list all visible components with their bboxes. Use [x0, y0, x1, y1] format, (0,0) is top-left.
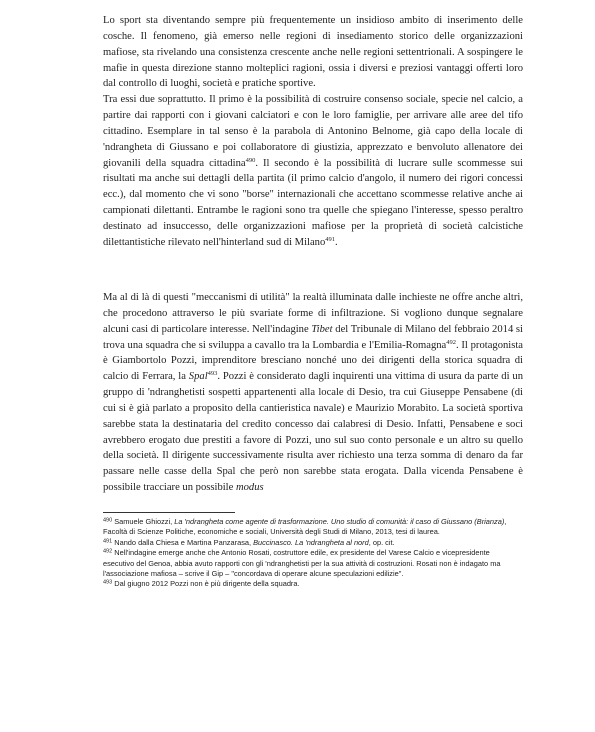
- body-section-cases: [103, 290, 523, 496]
- paragraph-two-reasons: Tra essi due soprattutto. Il primo è la possibilità di costruire consenso sociale, specie nel calcio, a partire dai rapporti con i giovani calciatori e con le loro famiglie, per arrivare alle aree del tifo cittadino. Esemplare in tal senso è la parabola di Antonino Belnome, già capo della locale di 'ndrangheta di Giussano e poi collaboratore di giustizia, apprezzato e benvoluto allenatore dei giovanili della squadra cittadina$^{490}$. Il secondo è la possibilità di lucrare sulle scommesse sui risultati ma anche sui dettagli della partita (il primo calcio d'angolo, il numero dei rigori concessi ecc.), dal momento che vi sono "borse" internazionali che accettano scommesse relative anche ai campionati dilettanti. Entrambe le ragioni sono tra quelle che spiegano l'interesse, spesso peraltro destinato ad insuccesso, delle organizzazioni mafiose per la proprietà di società calcistiche dilettantistiche rilevato nell'hinterland sud di Milano$^{491}$.: [103, 94, 523, 248]
- footnote-ref-491[interactable]: 491: [325, 235, 336, 243]
- footnote-491: $^{491}$ Nando dalla Chiesa e Martina Panzarasa, Buccinasco. La 'ndrangheta al nord, op. cit.: [103, 537, 395, 547]
- footnote-490: $^{490}$ Samuele Ghiozzi, La 'ndrangheta come agente di trasformazione. Uno studio di comunità: il caso di Giussano (Brianza), Facoltà di Scienze Politiche, economiche e sociali, Università degli Studi di Milano, 2013, tesi di laurea.: [103, 517, 507, 537]
- footnote-number: 492: [103, 548, 113, 555]
- footnote-number: 491: [103, 538, 113, 545]
- footnote-number: 493: [103, 579, 113, 586]
- investigation-name: Tibet: [311, 323, 333, 335]
- modus-word: modus: [235, 482, 264, 494]
- footnote-divider: [103, 512, 235, 513]
- body-section-sport: [103, 13, 523, 251]
- paragraph-tibet-case: Ma al di là di questi "meccanismi di utilità" la realtà illuminata dalle inchieste ne offre anche altri, che procedono attraverso le più svariate forme di infiltrazione. Si vogliono dunque segnalare alcuni casi di particolare interesse. Nell'indagine Tibet del Tribunale di Milano del febbraio 2014 si trova una squadra che si sviluppa a cavallo tra la Lombardia e l'Emilia-Romagna$^{492}$. Il protagonista è Giambortolo Pozzi, imprenditore bresciano nonché uno dei dirigenti della storica squadra di calcio di Ferrara, la Spal$^{493}$. Pozzi è considerato dagli inquirenti una vittima di usura da parte di un gruppo di 'ndranghetisti sospetti appartenenti alla locale di Desio, tra cui Giuseppe Pensabene (di cui si è già parlato a proposito della cantieristica navale) e Maurizio Morabito. La società sportiva sarebbe stata la destinataria del credito concesso dai calabresi di Desio. Infatti, Pensabene e soci avrebbero erogato due prestiti a favore di Pozzi, uno sul suo conto personale e un altro su quello della società. Il dirigente successivamente risulta aver richiesto una terza somma di denaro da far passare nelle casse della Spal che però non sarebbe stata erogata. Dalla vicenda Pensabene è possibile tracciare un possibile modus: [103, 292, 524, 494]
- team-name: Spal: [188, 371, 208, 383]
- footnote-ref-490[interactable]: 490: [245, 156, 256, 164]
- footnotes: [103, 517, 518, 590]
- footnote-493: $^{493}$ Dal giugno 2012 Pozzi non è più dirigente della squadra.: [103, 579, 300, 589]
- footnote-ref-493[interactable]: 493: [207, 370, 218, 378]
- paragraph-sport-infiltration: Lo sport sta diventando sempre più frequentemente un insidioso ambito di inserimento delle cosche. Il fenomeno, già emerso nelle regioni di insediamento storico delle organizzazioni mafiose, sta rivelando una consistenza crescente anche nelle regioni settentrionali. A sospingere le mafie in questa direzione stanno molteplici ragioni, ossia i diversi e preziosi vantaggi offerti loro dal controllo di luoghi, società e pratiche sportive.: [103, 15, 523, 90]
- footnote-492: $^{492}$ Nell'indagine emerge anche che Antonio Rosati, costruttore edile, ex presidente del Varese Calcio e vicepresidente esecutivo del Genoa, abbia avuto rapporti con gli 'ndranghetisti per la sua attività di costruzioni. Rosati non è indagato ma l'associazione mafiosa – scrive il Gip – "concordava di operare alcune speculazioni edilizie".: [103, 548, 501, 579]
- footnote-ref-492[interactable]: 492: [446, 338, 456, 346]
- footnote-number: 490: [103, 517, 113, 524]
